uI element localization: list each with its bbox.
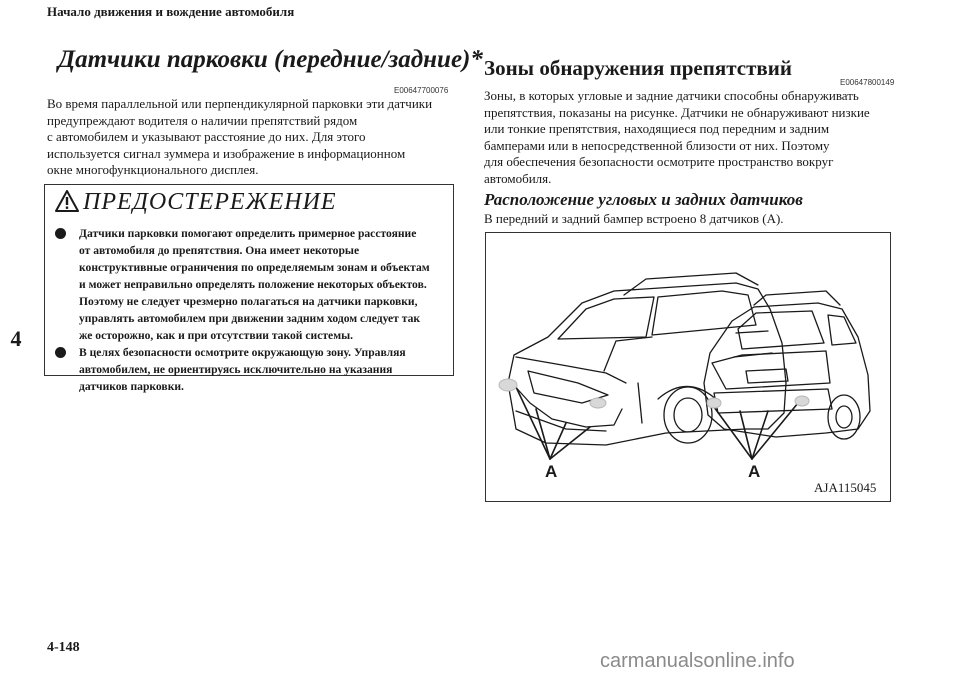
bullet-icon (55, 347, 66, 358)
sensor-dots (499, 379, 809, 408)
subsection-body: В передний и задний бампер встроено 8 датчиков (A). (484, 211, 784, 226)
right-section-code: E00647800149 (840, 78, 895, 87)
warning-box (44, 184, 454, 393)
bullet-icon (55, 228, 66, 239)
warning-line: же осторожно, как и при отсутствии такой системы. (79, 329, 354, 342)
body-line: предупреждают водителя о наличии препятствий рядом (47, 112, 358, 128)
body-line: Зоны, в которых угловые и задние датчики способны обнаруживать (484, 88, 859, 103)
warning-line: и может неправильно определять положение некоторых объектов. (79, 278, 427, 291)
right-section-title: Зоны обнаружения препятствий (484, 56, 792, 80)
warning-line: датчиков парковки. (79, 380, 184, 393)
body-line: Во время параллельной или перпендикулярной парковки эти датчики (47, 96, 433, 111)
front-car-drawing (508, 273, 786, 445)
warning-line: автомобилем, не ориентируясь исключительно на указания (79, 363, 393, 376)
warning-line: от автомобиля до препятствия. Она имеет некоторые (79, 244, 360, 257)
body-line: для обеспечения безопасности осмотрите пространство вокруг (484, 154, 834, 169)
body-line: препятствия, показаны на рисунке. Датчики не обнаруживают низкие (484, 104, 870, 120)
warning-line: Датчики парковки помогают определить примерное расстояние (79, 227, 417, 240)
subsection-title: Расположение угловых и задних датчиков (484, 190, 803, 209)
warning-item (45, 344, 447, 395)
left-section-code: E00647700076 (394, 86, 449, 95)
chapter-tab: 4 (10, 326, 22, 351)
left-section-title: Датчики парковки (передние/задние)* (58, 46, 483, 73)
left-section-body (47, 96, 457, 179)
warning-line: В целях безопасности осмотрите окружающую зону. Управляя (79, 346, 406, 359)
warning-item (45, 225, 447, 344)
body-line: автомобиля. (484, 170, 552, 186)
body-line: или тонкие препятствия, находящиеся под передним и задним (484, 121, 830, 136)
warning-header (45, 185, 453, 225)
body-line: используется сигнал зуммера и изображение в информационном (47, 145, 406, 161)
figure-label-a-front: A (545, 462, 558, 481)
figure-id: AJA115045 (814, 480, 877, 495)
right-section-body (484, 88, 904, 187)
body-line: с автомобилем и указывают расстояние до них. Для этого (47, 129, 366, 144)
watermark-text: carmanualsonline.info (600, 650, 795, 672)
figure-label-a-rear: A (748, 462, 761, 481)
section-header: Начало движения и вождение автомобиля (47, 4, 295, 19)
warning-line: Поэтому не следует чрезмерно полагаться на датчики парковки, (79, 295, 418, 308)
warning-body (45, 225, 453, 395)
warning-title: ПРЕДОСТЕРЕЖЕНИЕ (83, 189, 337, 215)
body-line: окне многофункционального дисплея. (47, 162, 259, 177)
warning-triangle-icon (55, 190, 79, 217)
body-line: бамперами или в непосредственной близости от них. Поэтому (484, 137, 830, 153)
warning-line: управлять автомобилем при движении задним ходом следует так (79, 312, 421, 325)
page-number: 4-148 (47, 640, 80, 655)
warning-line: конструктивные ограничения по определяемым зонам и объектам (79, 261, 430, 274)
